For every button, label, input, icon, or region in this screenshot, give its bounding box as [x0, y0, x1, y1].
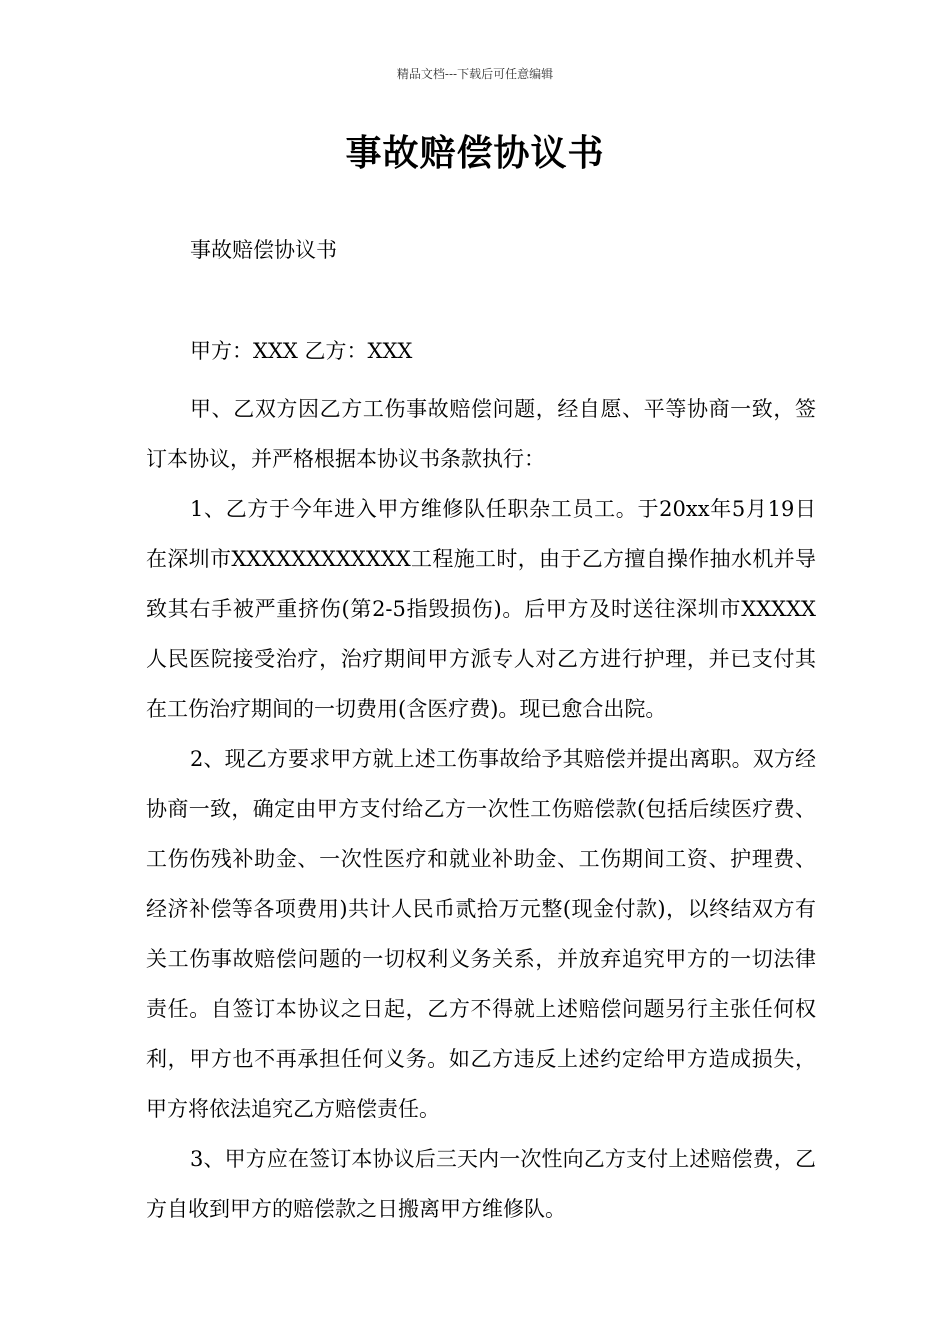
agreement-body [146, 384, 816, 1234]
document-title: 事故赔偿协议书 [345, 132, 605, 174]
header-note: 精品文档---下载后可任意编辑 [396, 67, 554, 81]
parties-line: 甲方：XXX 乙方：XXX [190, 339, 413, 363]
paragraph-clause-2: 2、现乙方要求甲方就上述工伤事故给予其赔偿并提出离职。双方经协商一致，确定由甲方支付给乙方一次性工伤赔偿款(包括后续医疗费、工伤伤残补助金、一次性医疗和就业补助金、工伤期间工资、护理费、经济补偿等各项费用)共计人民币贰拾万元整(现金付款)，以终结双方有关工伤事故赔偿问题的一切权利义务关系，并放弃追究甲方的一切法律责任。自签订本协议之日起，乙方不得就上述赔偿问题另行主张任何权利，甲方也不再承担任何义务。如乙方违反上述约定给甲方造成损失，甲方将依法追究乙方赔偿责任。 [146, 747, 816, 1121]
paragraph-clause-3: 3、甲方应在签订本协议后三天内一次性向乙方支付上述赔偿费，乙方自收到甲方的赔偿款之日搬离甲方维修队。 [146, 1147, 816, 1221]
document-subtitle: 事故赔偿协议书 [190, 238, 337, 262]
paragraph-intro: 甲、乙双方因乙方工伤事故赔偿问题，经自愿、平等协商一致，签订本协议，并严格根据本协议书条款执行： [146, 397, 816, 471]
paragraph-clause-1: 1、乙方于今年进入甲方维修队任职杂工员工。于20xx年5月19日在深圳市XXXXXXXXXXXX工程施工时，由于乙方擅自操作抽水机并导致其右手被严重挤伤(第2-5指毁损伤)。后甲方及时送往深圳市XXXXX人民医院接受治疗，治疗期间甲方派专人对乙方进行护理，并已支付其在工伤治疗期间的一切费用(含医疗费)。现已愈合出院。 [146, 497, 816, 721]
